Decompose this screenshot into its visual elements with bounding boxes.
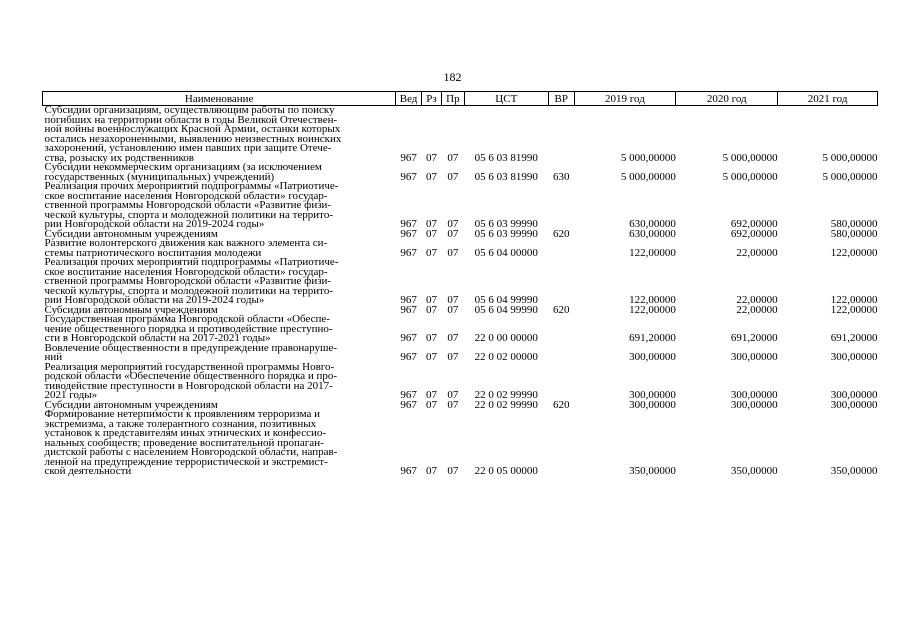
cell-rz: 07 xyxy=(425,398,437,411)
cell-cst: 22 0 02 99990 xyxy=(474,389,538,401)
cell-name-line: чение общественного порядка и противодействие преступно- xyxy=(44,322,333,335)
cell-pr: 07 xyxy=(447,303,459,316)
cell-ved: 967 xyxy=(400,218,417,230)
cell-vr: 620 xyxy=(553,227,570,240)
header-pr: Пр xyxy=(442,92,464,106)
cell-pr: 07 xyxy=(447,351,459,363)
cell-ved: 967 xyxy=(400,389,417,401)
cell-vr xyxy=(549,410,574,477)
table-row xyxy=(43,363,878,401)
cell-name xyxy=(43,341,396,363)
cell-ved: 967 xyxy=(400,170,417,183)
cell-name xyxy=(43,315,396,344)
cell-name-line: Субсидии автономным учреждениям xyxy=(44,303,218,316)
cell-vr: 620 xyxy=(553,398,570,411)
cell-name-line: ственной программы Новгородской области «Развитие физи- xyxy=(44,275,332,287)
header-name: Наименование xyxy=(43,92,396,106)
cell-cst: 22 0 02 99990 xyxy=(474,398,538,411)
cell-name-line: остались незахороненными, выявлению неизвестных воинских xyxy=(44,132,342,145)
cell-ved: 967 xyxy=(400,332,417,344)
cell-2021: 5 000,00000 xyxy=(822,170,878,183)
cell-ved: 967 xyxy=(400,294,417,306)
cell-name-line: установок к представителям иных этнических и конфессио- xyxy=(44,427,327,439)
cell-pr: 07 xyxy=(447,398,459,411)
cell-name-line: Вовлечение общественности в предупреждение правонаруше- xyxy=(44,341,338,354)
cell-rz: 07 xyxy=(425,227,437,240)
cell-2021: 350,00000 xyxy=(830,465,878,477)
header-2020: 2020 год xyxy=(676,92,778,106)
cell-2021: 122,00000 xyxy=(830,294,878,306)
cell-2020: 300,00000 xyxy=(730,389,778,401)
cell-ved: 967 xyxy=(400,465,417,477)
header-vr: ВР xyxy=(549,92,574,106)
cell-2020: 5 000,00000 xyxy=(722,170,778,183)
cell-name-line: ческой культуры, спорта и молодежной политики на террито- xyxy=(44,284,333,297)
cell-ved: 967 xyxy=(400,303,417,316)
cell-name-line: захоронений, установлению имен павших при защите Отече- xyxy=(44,142,332,154)
cell-2021: 580,00000 xyxy=(830,227,878,240)
cell-vr xyxy=(549,182,574,230)
cell-ved: 967 xyxy=(400,151,417,164)
cell-name-line: ское воспитание населения Новгородской области» государ- xyxy=(44,265,328,278)
cell-ved: 967 xyxy=(400,398,417,411)
cell-name-line: дистской работы с населением Новгородской области, направ- xyxy=(44,446,338,458)
cell-2021: 5 000,00000 xyxy=(822,151,878,164)
cell-cst: 05 6 04 00000 xyxy=(474,246,538,259)
cell-2020: 692,00000 xyxy=(730,227,778,240)
cell-vr xyxy=(549,106,574,164)
cell-name-line: ства, розыску их родственников xyxy=(44,151,194,164)
cell-name-line: погибших на территории области в годы Великой Отечествен- xyxy=(44,113,338,126)
cell-2019: 300,00000 xyxy=(629,398,676,411)
cell-2020: 22,00000 xyxy=(736,303,778,316)
cell-vr xyxy=(549,258,574,306)
table-row xyxy=(43,182,878,230)
cell-2019: 122,00000 xyxy=(629,294,676,306)
cell-pr: 07 xyxy=(447,332,459,344)
cell-name-line: Субсидии автономным учреждениям xyxy=(44,398,218,411)
cell-name xyxy=(43,258,396,306)
cell-cst: 05 6 03 99990 xyxy=(474,218,538,230)
cell-2019: 300,00000 xyxy=(629,351,676,363)
cell-pr: 07 xyxy=(447,151,459,164)
cell-pr: 07 xyxy=(447,170,459,183)
cell-2020: 691,20000 xyxy=(730,332,778,344)
cell-rz: 07 xyxy=(425,170,437,183)
cell-rz: 07 xyxy=(425,465,437,477)
cell-name-line: Субсидии некоммерческим организациям (за исключением xyxy=(44,161,322,173)
cell-cst: 05 6 03 99990 xyxy=(474,227,538,240)
cell-name-line: нальных сообществ; проведение воспитательной пропаган- xyxy=(44,436,324,449)
cell-name-line: Реализация мероприятий государственной программы Новго- xyxy=(44,360,335,373)
header-2019: 2019 год xyxy=(574,92,676,106)
cell-name-line: ческой культуры, спорта и молодежной политики на террито- xyxy=(44,208,333,221)
cell-name-line: родской области «Обеспечение общественного порядка и про- xyxy=(44,370,338,382)
cell-2019: 691,20000 xyxy=(629,332,676,344)
cell-rz: 07 xyxy=(425,389,437,401)
cell-name-line: Реализация прочих мероприятий подпрограммы «Патриотиче- xyxy=(44,180,339,192)
cell-rz: 07 xyxy=(425,151,437,164)
cell-2020: 22,00000 xyxy=(736,294,778,306)
cell-pr: 07 xyxy=(447,294,459,306)
cell-name-line: тиводействие преступности в Новгородской области на 2017- xyxy=(44,379,333,392)
cell-2021: 122,00000 xyxy=(830,303,878,316)
table-row xyxy=(43,106,878,164)
cell-name xyxy=(43,106,396,164)
cell-vr: 620 xyxy=(553,303,570,316)
cell-vr: 630 xyxy=(553,170,570,183)
cell-name-line: Субсидии автономным учреждениям xyxy=(44,227,218,240)
cell-2021: 580,00000 xyxy=(830,218,878,230)
header-rz: Рз xyxy=(421,92,441,106)
cell-pr: 07 xyxy=(447,218,459,230)
cell-2019: 630,00000 xyxy=(629,227,676,240)
cell-2021: 122,00000 xyxy=(830,246,878,259)
header-ved: Вед xyxy=(396,92,421,106)
cell-2019: 300,00000 xyxy=(629,389,676,401)
cell-name-line: 2021 годы» xyxy=(44,389,98,401)
cell-pr: 07 xyxy=(447,465,459,477)
cell-2020: 22,00000 xyxy=(736,246,778,259)
cell-ved: 967 xyxy=(400,246,417,259)
header-2021: 2021 год xyxy=(778,92,878,106)
cell-vr xyxy=(549,344,574,363)
cell-2019: 630,00000 xyxy=(629,218,676,230)
cell-cst: 05 6 04 99990 xyxy=(474,294,538,306)
cell-name-line: рии Новгородской области на 2019-2024 годы» xyxy=(44,294,265,306)
cell-pr: 07 xyxy=(447,227,459,240)
cell-vr xyxy=(549,363,574,401)
cell-ved: 967 xyxy=(400,351,417,363)
cell-2020: 300,00000 xyxy=(730,351,778,363)
cell-name-line: Реализация прочих мероприятий подпрограммы «Патриотиче- xyxy=(44,256,339,268)
cell-rz: 07 xyxy=(425,303,437,316)
cell-name-line: Государственная программа Новгородской области «Обеспе- xyxy=(44,313,330,325)
table-row xyxy=(43,344,878,363)
cell-ved: 967 xyxy=(400,227,417,240)
cell-2019: 350,00000 xyxy=(629,465,676,477)
cell-2021: 300,00000 xyxy=(830,398,878,411)
cell-name-line: ское воспитание населения Новгородской области» государ- xyxy=(44,189,328,202)
cell-name xyxy=(43,360,396,401)
cell-2019: 122,00000 xyxy=(629,303,676,316)
cell-name-line: сти в Новгородской области на 2017-2021 годы» xyxy=(44,332,271,344)
cell-cst: 05 6 03 81990 xyxy=(474,170,538,183)
cell-cst: 05 6 03 81990 xyxy=(474,151,538,164)
cell-2019: 122,00000 xyxy=(629,246,676,259)
cell-2020: 300,00000 xyxy=(730,398,778,411)
cell-vr xyxy=(549,239,574,258)
cell-cst: 22 0 02 00000 xyxy=(474,351,538,363)
page-number: 182 xyxy=(443,70,462,84)
cell-name-line: стемы патриотического воспитания молодежи xyxy=(44,246,262,259)
cell-name-line: экстремизма, а также толерантного сознания, позитивных xyxy=(44,417,317,430)
cell-rz: 07 xyxy=(425,246,437,259)
cell-cst: 05 6 04 99990 xyxy=(474,303,538,316)
cell-name-line: Формирование нетерпимости к проявлениям терроризма и xyxy=(44,408,320,420)
cell-name xyxy=(43,182,396,230)
cell-pr: 07 xyxy=(447,389,459,401)
cell-name-line: государственных (муниципальных) учреждений) xyxy=(44,170,275,183)
cell-cst: 22 0 05 00000 xyxy=(474,465,538,477)
cell-name-line: ской деятельности xyxy=(44,465,132,477)
cell-name-line: ний xyxy=(44,351,63,363)
table-body xyxy=(43,106,878,477)
cell-2020: 350,00000 xyxy=(730,465,778,477)
cell-name-line: Субсидии организациям, осуществляющим работы по поиску xyxy=(44,104,335,116)
cell-vr xyxy=(549,315,574,344)
cell-2020: 692,00000 xyxy=(730,218,778,230)
cell-2021: 691,20000 xyxy=(830,332,878,344)
table-row xyxy=(43,315,878,344)
cell-2019: 5 000,00000 xyxy=(620,151,676,164)
cell-2020: 5 000,00000 xyxy=(722,151,778,164)
cell-2021: 300,00000 xyxy=(830,389,878,401)
cell-rz: 07 xyxy=(425,351,437,363)
cell-cst: 22 0 00 00000 xyxy=(474,332,538,344)
cell-rz: 07 xyxy=(425,218,437,230)
cell-pr: 07 xyxy=(447,246,459,259)
cell-name-line: ственной программы Новгородской области «Развитие физи- xyxy=(44,199,332,211)
cell-rz: 07 xyxy=(425,294,437,306)
header-cst: ЦСТ xyxy=(464,92,549,106)
cell-rz: 07 xyxy=(425,332,437,344)
cell-name xyxy=(43,410,396,477)
cell-name-line: рии Новгородской области на 2019-2024 годы» xyxy=(44,218,265,230)
cell-name-line: Развитие волонтерского движения как важного элемента си- xyxy=(44,237,328,249)
table-row xyxy=(43,410,878,477)
cell-name-line: ной войны военнослужащих Красной Армии, останки которых xyxy=(44,123,341,135)
cell-2021: 300,00000 xyxy=(830,351,878,363)
table-row xyxy=(43,258,878,306)
cell-name-line: ленной на предупреждение террористической и экстремист- xyxy=(44,455,328,468)
cell-2019: 5 000,00000 xyxy=(620,170,676,183)
budget-table xyxy=(42,91,878,477)
